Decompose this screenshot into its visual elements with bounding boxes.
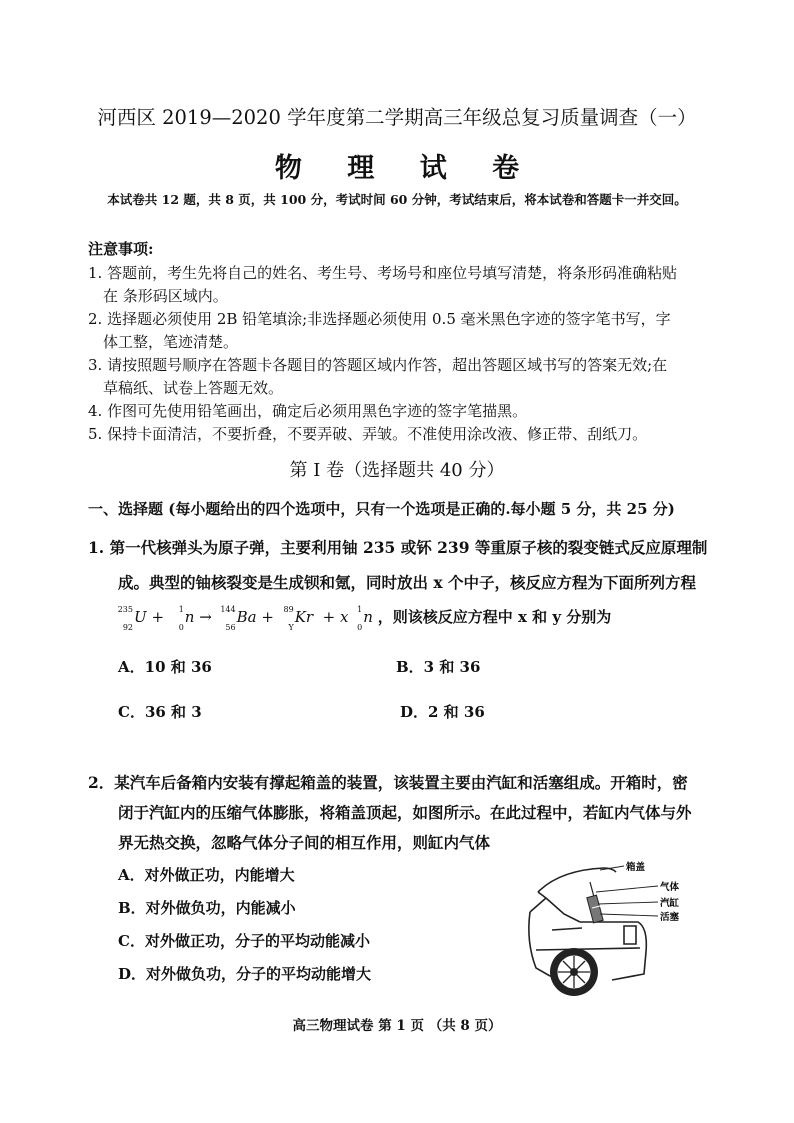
option-c: C．对外做正功，分子的平均动能减小 xyxy=(118,932,370,950)
notes-heading: 注意事项: xyxy=(88,240,154,258)
krypton-nuclide-indices: 89 Y xyxy=(283,605,294,632)
exam-title: 河西区 2019—2020 学年度第二学期高三年级总复习质量调查（一） xyxy=(97,106,697,129)
exam-intro: 本试卷共 12 题，共 8 页，共 100 分，考试时间 60 分钟，考试结束后，将本试卷和答题卡一并交回。 xyxy=(107,192,687,207)
option-b: B．3 和 36 xyxy=(396,658,481,676)
note-item: 3. 请按照题号顺序在答题卡各题目的答题区域内作答，超出答题区域书写的答案无效;在 xyxy=(88,356,668,374)
part-heading: 第 I 卷（选择题共 40 分） xyxy=(289,460,505,481)
barium-nuclide-indices: 144 56 xyxy=(220,605,236,632)
question-1-line: 成。典型的铀核裂变是生成钡和氪，同时放出 x 个中子，核反应方程为下面所列方程 xyxy=(118,573,697,592)
neutron-nuclide-indices: 1 0 xyxy=(178,605,184,632)
note-item: 2. 选择题必须使用 2B 铅笔填涂;非选择题必须使用 0.5 毫米黑色字迹的签字笔书写，字 xyxy=(88,310,671,328)
note-item-continued: 体工整，笔迹清楚。 xyxy=(103,333,239,351)
nuclear-equation: 235 92 U + 1 0 n → 144 56 Ba + 89 Y Kr + x 1 0 n ，则该核反应方程中 x 和 y 分别为 xyxy=(117,605,612,632)
question-2-line: 闭于汽缸内的压缩气体膨胀，将箱盖顶起，如图所示。在此过程中，若缸内气体与外 xyxy=(118,803,692,822)
question-2-line: 界无热交换，忽略气体分子间的相互作用，则缸内气体 xyxy=(118,833,491,852)
option-d: D．2 和 36 xyxy=(400,703,485,721)
note-item: 4. 作图可先使用铅笔画出，确定后必须用黑色字迹的签字笔描黑。 xyxy=(88,402,528,420)
label-cylinder: 汽缸 xyxy=(660,898,680,909)
note-item-continued: 草稿纸、试卷上答题无效。 xyxy=(103,379,284,397)
page-footer: 高三物理试卷 第 1 页 （共 8 页） xyxy=(292,1018,502,1034)
option-c: C．36 和 3 xyxy=(118,703,202,721)
option-a: A．10 和 36 xyxy=(118,658,212,676)
option-d: D．对外做负功，分子的平均动能增大 xyxy=(118,965,372,983)
label-leader-lines xyxy=(596,866,658,916)
option-a: A．对外做正功，内能增大 xyxy=(118,866,295,884)
question-2-line: 2．某汽车后备箱内安装有撑起箱盖的装置，该装置主要由汽缸和活塞组成。开箱时，密 xyxy=(88,773,688,792)
option-b: B．对外做负功，内能减小 xyxy=(118,899,296,917)
section-heading: 一、选择题 (每小题给出的四个选项中，只有一个选项是正确的.每小题 5 分，共 25 分) xyxy=(88,500,675,518)
subject-title: 物 理 试 卷 xyxy=(274,153,538,184)
label-lid: 箱盖 xyxy=(626,862,646,873)
car-trunk-figure xyxy=(520,852,700,1002)
label-piston: 活塞 xyxy=(660,912,680,923)
label-gas: 气体 xyxy=(660,882,680,893)
gas-strut-icon xyxy=(587,882,603,923)
note-item: 1. 答题前，考生先将自己的姓名、考生号、考场号和座位号填写清楚，将条形码准确粘贴 xyxy=(88,264,678,282)
question-1-line: 1. 第一代核弹头为原子弹，主要利用铀 235 或钚 239 等重原子核的裂变链式反应原理制 xyxy=(88,538,708,557)
neutron-nuclide-indices: 1 0 xyxy=(357,605,363,632)
note-item: 5. 保持卡面清洁，不要折叠，不要弄破、弄皱。不准使用涂改液、修正带、刮纸刀。 xyxy=(88,425,648,443)
wheel-icon xyxy=(550,948,598,996)
note-item-continued: 在 条形码区域内。 xyxy=(103,287,228,305)
uranium-nuclide-indices: 235 92 xyxy=(117,605,133,632)
